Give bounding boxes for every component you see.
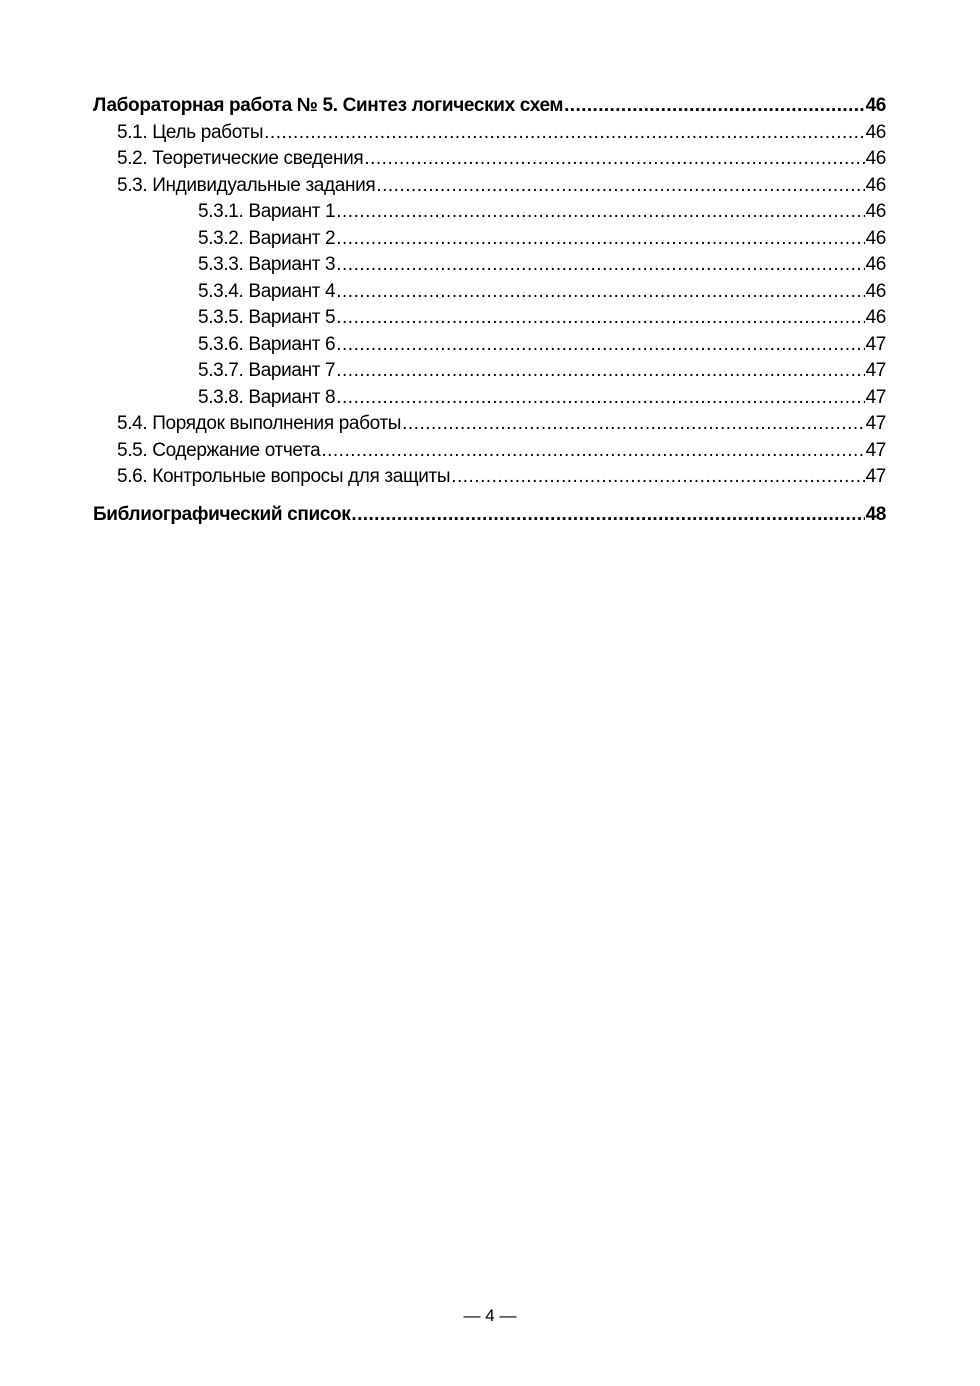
toc-entry-page: 46 — [865, 174, 886, 196]
toc-entry-title: 5.3.5. Вариант 5 — [198, 307, 336, 328]
toc-entry-page: 46 — [865, 280, 886, 302]
toc-entry-page: 47 — [865, 413, 886, 434]
toc-entry-title: 5.3.8. Вариант 8 — [198, 386, 336, 408]
toc-entry-page: 46 — [865, 95, 886, 116]
toc-entry-title: 5.2. Теоретические сведения — [117, 148, 364, 169]
toc-entry-title: 5.3.7. Вариант 7 — [198, 360, 336, 381]
toc-entry-page: 48 — [865, 503, 886, 525]
toc-entry-page: 47 — [865, 360, 886, 381]
toc-entry[interactable] — [93, 120, 886, 147]
toc-entry-page: 46 — [865, 148, 886, 169]
toc-entry-title: 5.5. Содержание отчета — [117, 439, 321, 461]
toc-dot-leader — [321, 438, 864, 465]
toc-entry-title: Лабораторная работа № 5. Синтез логических схем — [93, 95, 564, 116]
toc-dot-leader — [564, 93, 864, 120]
toc-dot-leader — [336, 252, 864, 279]
toc-entry[interactable] — [93, 279, 886, 306]
toc-dot-leader — [364, 146, 864, 173]
toc-entry-title: 5.1. Цель работы — [117, 121, 264, 143]
toc-entry-title: 5.4. Порядок выполнения работы — [117, 413, 402, 434]
toc-entry-page: 46 — [865, 307, 886, 328]
toc-entry[interactable] — [93, 93, 886, 120]
toc-entry-title: 5.3.6. Вариант 6 — [198, 333, 336, 355]
toc-entry-page: 46 — [865, 201, 886, 222]
toc-entry[interactable] — [93, 252, 886, 279]
toc-dot-leader — [336, 358, 864, 385]
toc-dot-leader — [336, 385, 864, 412]
toc-entry[interactable] — [93, 438, 886, 465]
toc-entry-title: 5.3.4. Вариант 4 — [198, 280, 336, 302]
toc-entry-title: 5.3.2. Вариант 2 — [198, 227, 336, 249]
toc-entry[interactable] — [93, 385, 886, 412]
toc-entry-title: 5.6. Контрольные вопросы для защиты — [117, 466, 451, 487]
toc-entry[interactable] — [93, 358, 886, 385]
toc-entry-page: 46 — [865, 254, 886, 275]
toc-entry-title: Библиографический список — [93, 503, 351, 525]
toc-dot-leader — [336, 199, 864, 226]
toc-dot-leader — [264, 120, 864, 147]
toc-entry-title: 5.3.3. Вариант 3 — [198, 254, 336, 275]
toc-entry-page: 47 — [865, 439, 886, 461]
toc-entry-page: 46 — [865, 121, 886, 143]
toc-entry-title: 5.3.1. Вариант 1 — [198, 201, 336, 222]
toc-entry[interactable] — [93, 502, 886, 529]
toc-entry-page: 46 — [865, 227, 886, 249]
toc-entry[interactable] — [93, 332, 886, 359]
toc-entry-page: 47 — [865, 333, 886, 355]
toc-entry[interactable] — [93, 146, 886, 173]
toc-entry[interactable] — [93, 411, 886, 438]
toc-dot-leader — [336, 305, 864, 332]
toc-entry-page: 47 — [865, 466, 886, 487]
toc-entry[interactable] — [93, 199, 886, 226]
toc-dot-leader — [336, 279, 864, 306]
toc-entry-title: 5.3. Индивидуальные задания — [117, 174, 376, 196]
toc-dot-leader — [351, 502, 864, 529]
toc-dot-leader — [376, 173, 864, 200]
page-number: — 4 — — [463, 1306, 517, 1325]
toc-dot-leader — [336, 226, 864, 253]
toc-entry-page: 47 — [865, 386, 886, 408]
toc-dot-leader — [336, 332, 864, 359]
toc-entry[interactable] — [93, 464, 886, 491]
toc-dot-leader — [451, 464, 864, 491]
toc-entry[interactable] — [93, 173, 886, 200]
toc-entry[interactable] — [93, 305, 886, 332]
toc-dot-leader — [402, 411, 864, 438]
toc-entry[interactable] — [93, 226, 886, 253]
table-of-contents — [93, 93, 886, 528]
